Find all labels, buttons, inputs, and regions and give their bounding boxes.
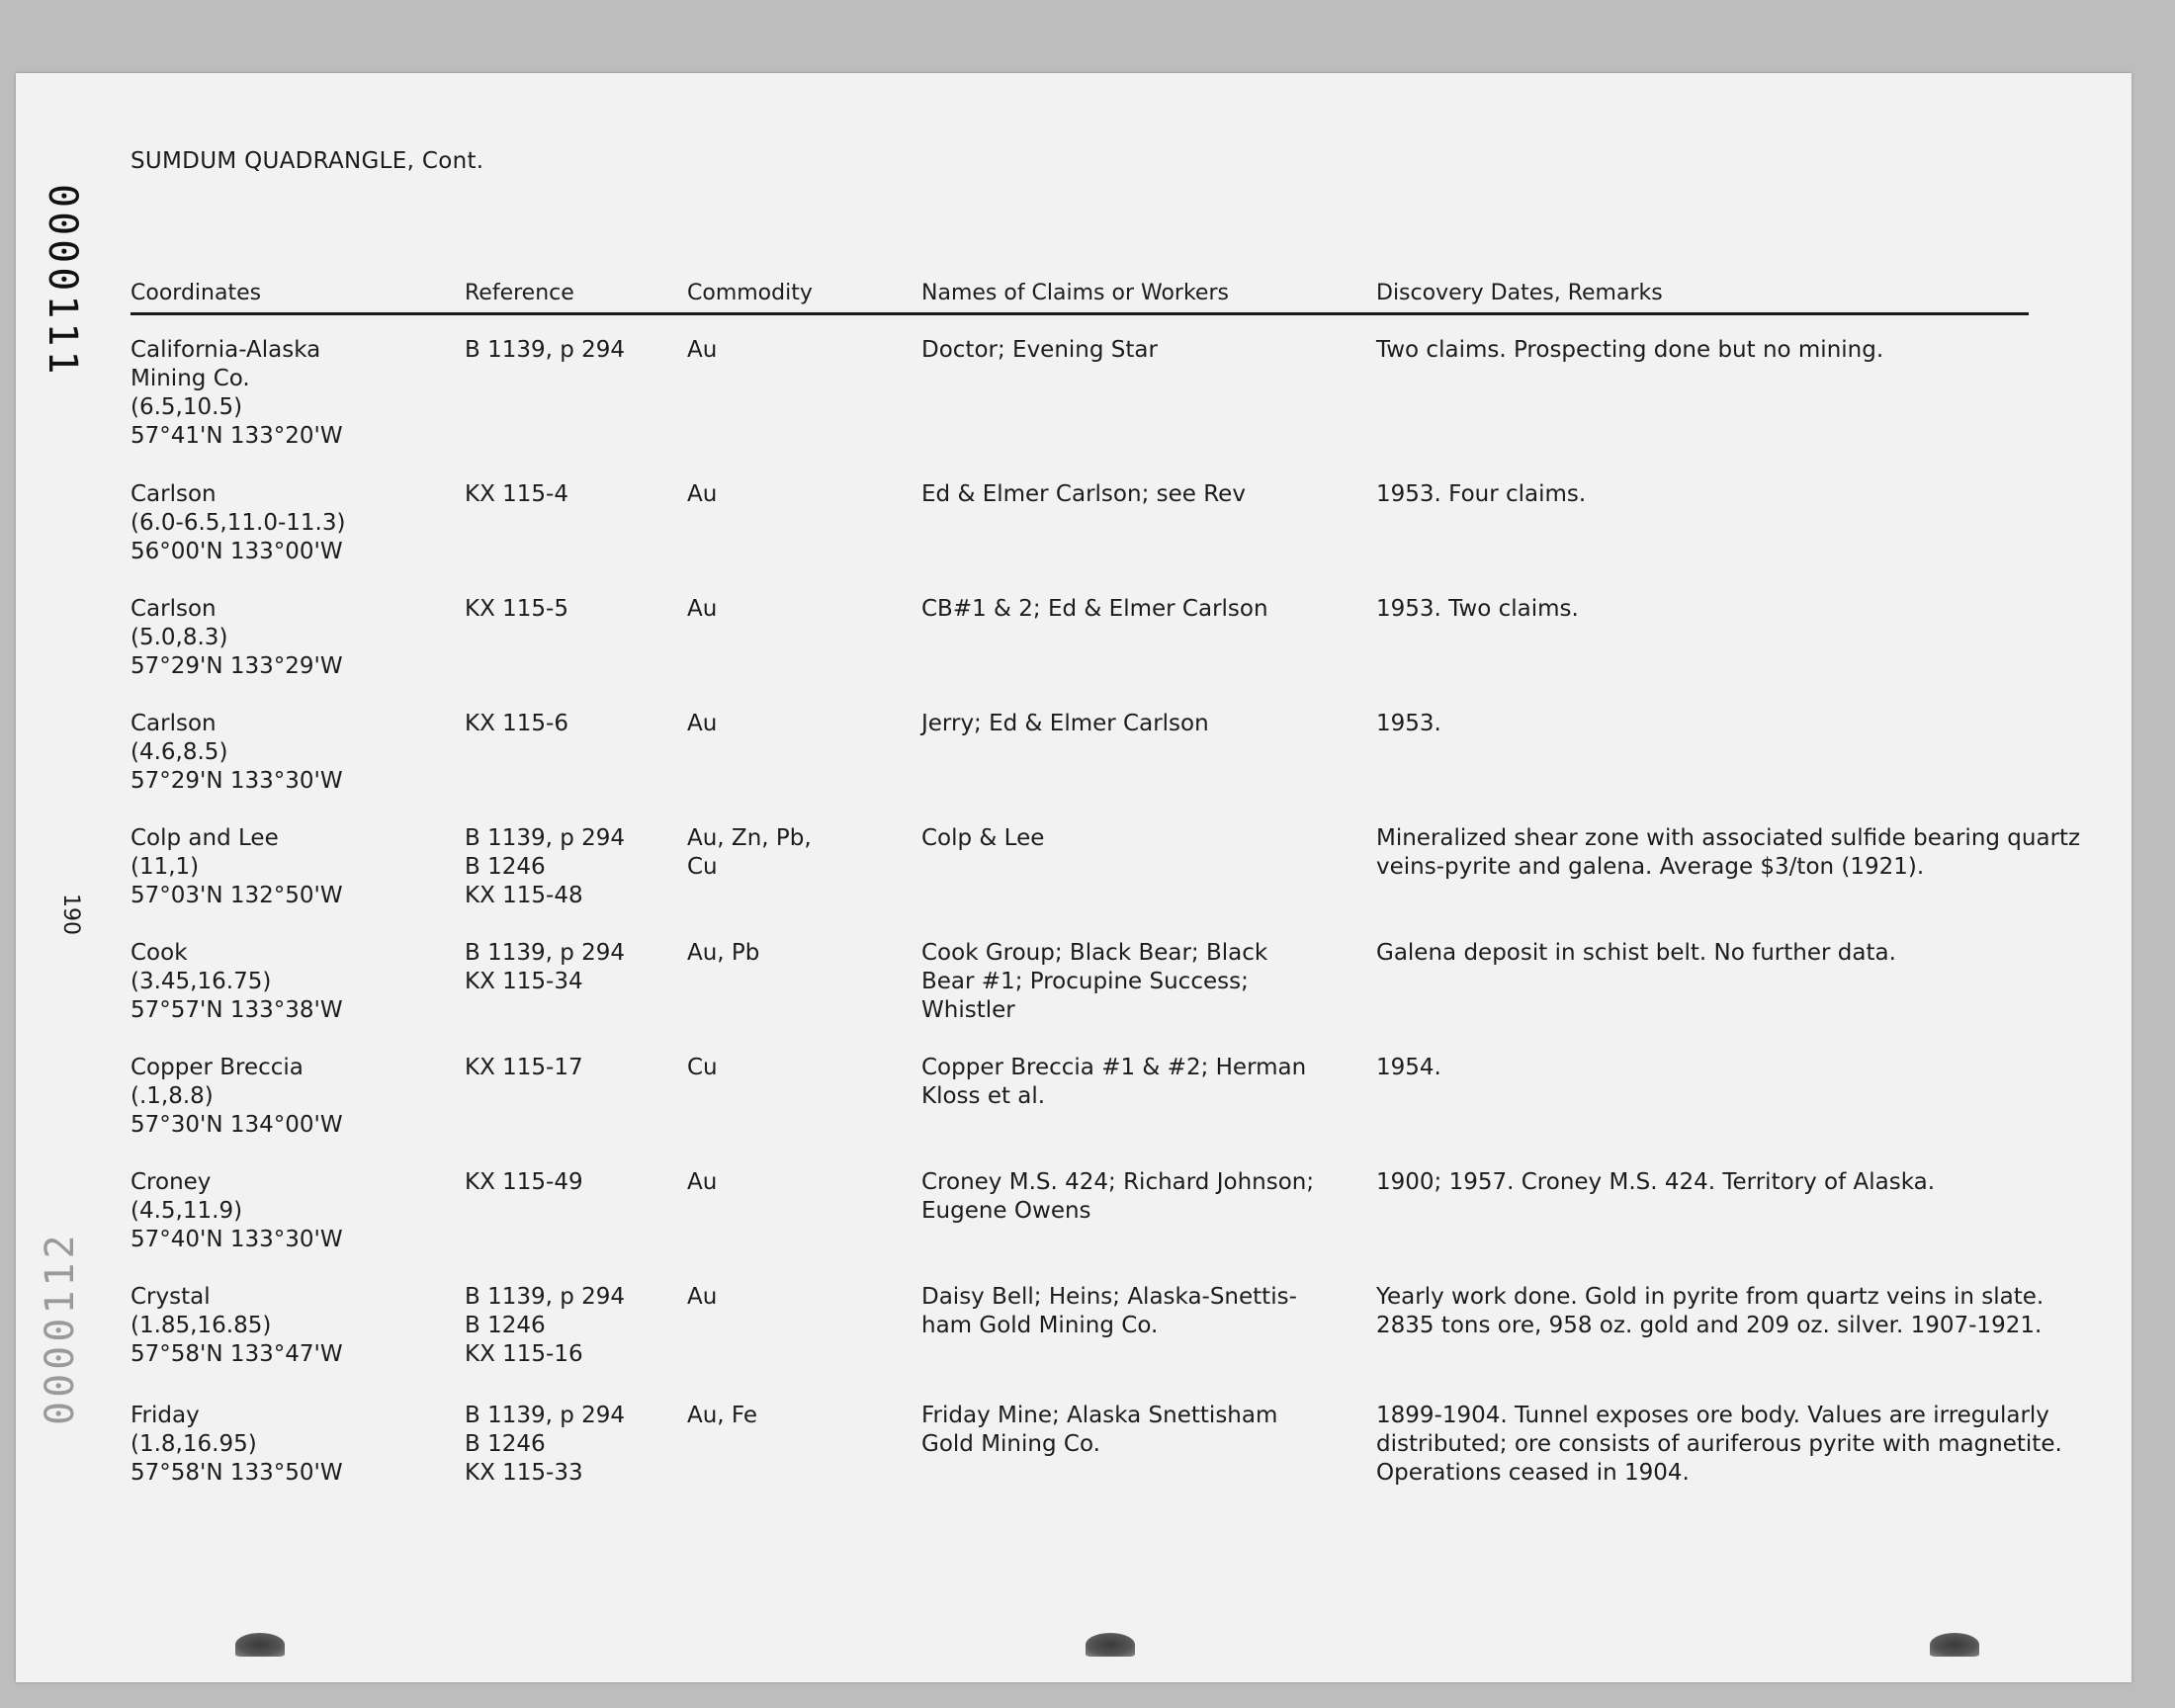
cell-line: B 1246 bbox=[465, 854, 546, 880]
header-coordinates: Coordinates bbox=[130, 281, 262, 305]
cell-line: KX 115-49 bbox=[465, 1169, 583, 1195]
cell-names bbox=[921, 939, 1366, 1025]
cell-line: Crystal bbox=[130, 1284, 211, 1310]
cell-line: Carlson bbox=[130, 711, 217, 736]
cell-line: (1.8,16.95) bbox=[130, 1431, 257, 1457]
cell-line: Carlson bbox=[130, 596, 217, 622]
cell-line: veins-pyrite and galena. Average $3/ton (1921). bbox=[1376, 854, 1925, 880]
cell-line: Gold Mining Co. bbox=[921, 1431, 1100, 1457]
cell-line: Cu bbox=[687, 854, 718, 880]
cell-line: B 1246 bbox=[465, 1313, 546, 1338]
cell-coordinates bbox=[130, 1054, 457, 1140]
cell-reference bbox=[465, 1054, 682, 1082]
cell-line: Au bbox=[687, 337, 718, 363]
cell-line: 1953. Four claims. bbox=[1376, 481, 1587, 507]
cell-line: 2835 tons ore, 958 oz. gold and 209 oz. silver. 1907-1921. bbox=[1376, 1313, 2043, 1338]
cell-reference bbox=[465, 595, 682, 624]
cell-reference bbox=[465, 1168, 682, 1197]
cell-names bbox=[921, 1054, 1366, 1111]
punch-hole-right bbox=[1930, 1633, 1979, 1657]
cell-line: Cook bbox=[130, 940, 188, 966]
header-commodity: Commodity bbox=[687, 281, 813, 305]
cell-line: B 1139, p 294 bbox=[465, 825, 626, 851]
cell-line: (4.6,8.5) bbox=[130, 739, 228, 765]
header-names: Names of Claims or Workers bbox=[921, 281, 1229, 305]
cell-line: (6.5,10.5) bbox=[130, 394, 243, 420]
cell-line: Au bbox=[687, 596, 718, 622]
cell-line: 57°29'N 133°30'W bbox=[130, 768, 343, 794]
cell-names bbox=[921, 336, 1366, 365]
margin-serial-bottom: 0000112 bbox=[38, 1231, 83, 1425]
cell-line: Cook Group; Black Bear; Black bbox=[921, 940, 1268, 966]
cell-line: B 1139, p 294 bbox=[465, 1284, 626, 1310]
cell-remarks bbox=[1376, 1402, 2062, 1488]
cell-line: Doctor; Evening Star bbox=[921, 337, 1158, 363]
cell-line: Au, Zn, Pb, bbox=[687, 825, 812, 851]
cell-commodity bbox=[687, 1402, 914, 1430]
cell-line: Colp and Lee bbox=[130, 825, 279, 851]
cell-coordinates bbox=[130, 824, 457, 910]
cell-names bbox=[921, 710, 1366, 738]
cell-coordinates bbox=[130, 710, 457, 796]
cell-line: Colp & Lee bbox=[921, 825, 1045, 851]
cell-line: B 1246 bbox=[465, 1431, 546, 1457]
cell-line: Au bbox=[687, 1284, 718, 1310]
cell-coordinates bbox=[130, 480, 457, 566]
cell-line: 1954. bbox=[1376, 1055, 1441, 1080]
cell-names bbox=[921, 1168, 1366, 1226]
cell-line: KX 115-4 bbox=[465, 481, 568, 507]
cell-commodity bbox=[687, 595, 914, 624]
cell-line: Friday Mine; Alaska Snettisham bbox=[921, 1403, 1278, 1428]
cell-line: (1.85,16.85) bbox=[130, 1313, 272, 1338]
cell-line: Carlson bbox=[130, 481, 217, 507]
cell-reference bbox=[465, 710, 682, 738]
cell-remarks bbox=[1376, 939, 2039, 968]
cell-remarks bbox=[1376, 595, 2039, 624]
cell-line: 57°30'N 134°00'W bbox=[130, 1112, 343, 1138]
cell-line: 57°03'N 132°50'W bbox=[130, 883, 343, 908]
cell-line: Au bbox=[687, 1169, 718, 1195]
cell-coordinates bbox=[130, 336, 457, 451]
cell-line: B 1139, p 294 bbox=[465, 337, 626, 363]
cell-line: Au, Pb bbox=[687, 940, 760, 966]
cell-line: Galena deposit in schist belt. No further data. bbox=[1376, 940, 1896, 966]
cell-line: Copper Breccia #1 & #2; Herman bbox=[921, 1055, 1307, 1080]
cell-line: Yearly work done. Gold in pyrite from quartz veins in slate. bbox=[1376, 1284, 2044, 1310]
cell-coordinates bbox=[130, 1283, 457, 1369]
cell-line: 1899-1904. Tunnel exposes ore body. Values are irregularly bbox=[1376, 1403, 2049, 1428]
header-remarks: Discovery Dates, Remarks bbox=[1376, 281, 1663, 305]
cell-line: KX 115-48 bbox=[465, 883, 583, 908]
cell-line: Operations ceased in 1904. bbox=[1376, 1460, 1690, 1486]
cell-line: 57°57'N 133°38'W bbox=[130, 997, 343, 1023]
cell-remarks bbox=[1376, 1168, 2039, 1197]
cell-line: 1953. Two claims. bbox=[1376, 596, 1579, 622]
cell-reference bbox=[465, 1402, 682, 1488]
cell-commodity bbox=[687, 939, 914, 968]
cell-line: Mining Co. bbox=[130, 366, 250, 391]
cell-names bbox=[921, 595, 1366, 624]
cell-line: Cu bbox=[687, 1055, 718, 1080]
cell-line: KX 115-17 bbox=[465, 1055, 583, 1080]
cell-line: (11,1) bbox=[130, 854, 200, 880]
cell-remarks bbox=[1376, 336, 2039, 365]
cell-remarks bbox=[1376, 824, 2081, 882]
cell-line: Au bbox=[687, 481, 718, 507]
cell-commodity bbox=[687, 480, 914, 509]
cell-line: Kloss et al. bbox=[921, 1083, 1046, 1109]
cell-coordinates bbox=[130, 939, 457, 1025]
cell-commodity bbox=[687, 336, 914, 365]
cell-names bbox=[921, 1283, 1366, 1340]
cell-coordinates bbox=[130, 1402, 457, 1488]
cell-line: Au, Fe bbox=[687, 1403, 758, 1428]
cell-line: distributed; ore consists of auriferous pyrite with magnetite. bbox=[1376, 1431, 2062, 1457]
cell-coordinates bbox=[130, 595, 457, 681]
cell-reference bbox=[465, 336, 682, 365]
punch-hole-left bbox=[235, 1633, 285, 1657]
cell-line: CB#1 & 2; Ed & Elmer Carlson bbox=[921, 596, 1268, 622]
cell-line: (3.45,16.75) bbox=[130, 969, 272, 994]
cell-line: B 1139, p 294 bbox=[465, 1403, 626, 1428]
cell-line: 57°40'N 133°30'W bbox=[130, 1227, 343, 1252]
cell-commodity bbox=[687, 710, 914, 738]
cell-reference bbox=[465, 939, 682, 996]
cell-line: 1953. bbox=[1376, 711, 1441, 736]
cell-line: Au bbox=[687, 711, 718, 736]
cell-names bbox=[921, 824, 1366, 853]
cell-line: (.1,8.8) bbox=[130, 1083, 214, 1109]
cell-remarks bbox=[1376, 1283, 2044, 1340]
cell-line: 57°58'N 133°47'W bbox=[130, 1341, 343, 1367]
cell-line: Croney M.S. 424; Richard Johnson; bbox=[921, 1169, 1315, 1195]
cell-line: Friday bbox=[130, 1403, 200, 1428]
cell-line: KX 115-33 bbox=[465, 1460, 583, 1486]
cell-line: Jerry; Ed & Elmer Carlson bbox=[921, 711, 1209, 736]
cell-line: B 1139, p 294 bbox=[465, 940, 626, 966]
cell-commodity bbox=[687, 824, 914, 882]
cell-line: (4.5,11.9) bbox=[130, 1198, 243, 1224]
punch-hole-center bbox=[1086, 1633, 1135, 1657]
cell-line: ham Gold Mining Co. bbox=[921, 1313, 1159, 1338]
cell-commodity bbox=[687, 1283, 914, 1312]
cell-line: 56°00'N 133°00'W bbox=[130, 539, 343, 564]
cell-line: Ed & Elmer Carlson; see Rev bbox=[921, 481, 1246, 507]
cell-line: Daisy Bell; Heins; Alaska-Snettis- bbox=[921, 1284, 1297, 1310]
cell-reference bbox=[465, 480, 682, 509]
cell-line: (6.0-6.5,11.0-11.3) bbox=[130, 510, 346, 536]
cell-line: KX 115-34 bbox=[465, 969, 583, 994]
cell-line: KX 115-6 bbox=[465, 711, 568, 736]
cell-commodity bbox=[687, 1054, 914, 1082]
cell-line: (5.0,8.3) bbox=[130, 625, 228, 650]
cell-reference bbox=[465, 1283, 682, 1369]
cell-line: 57°41'N 133°20'W bbox=[130, 423, 343, 449]
header-reference: Reference bbox=[465, 281, 574, 305]
cell-line: Mineralized shear zone with associated sulfide bearing quartz bbox=[1376, 825, 2081, 851]
cell-commodity bbox=[687, 1168, 914, 1197]
page-number: 190 bbox=[58, 894, 83, 935]
cell-names bbox=[921, 1402, 1366, 1459]
cell-line: Whistler bbox=[921, 997, 1015, 1023]
cell-line: Two claims. Prospecting done but no mining. bbox=[1376, 337, 1884, 363]
cell-remarks bbox=[1376, 710, 2039, 738]
cell-line: Croney bbox=[130, 1169, 212, 1195]
cell-line: KX 115-16 bbox=[465, 1341, 583, 1367]
cell-line: KX 115-5 bbox=[465, 596, 568, 622]
page-title: SUMDUM QUADRANGLE, Cont. bbox=[130, 148, 484, 174]
cell-coordinates bbox=[130, 1168, 457, 1254]
cell-line: 57°58'N 133°50'W bbox=[130, 1460, 343, 1486]
cell-remarks bbox=[1376, 480, 2039, 509]
cell-reference bbox=[465, 824, 682, 910]
cell-line: Copper Breccia bbox=[130, 1055, 304, 1080]
cell-line: California-Alaska bbox=[130, 337, 321, 363]
cell-remarks bbox=[1376, 1054, 2039, 1082]
cell-line: Bear #1; Procupine Success; bbox=[921, 969, 1249, 994]
table-header bbox=[130, 277, 2029, 315]
cell-line: 57°29'N 133°29'W bbox=[130, 653, 343, 679]
cell-line: Eugene Owens bbox=[921, 1198, 1091, 1224]
cell-names bbox=[921, 480, 1366, 509]
cell-line: 1900; 1957. Croney M.S. 424. Territory of Alaska. bbox=[1376, 1169, 1936, 1195]
margin-serial-top: 0000111 bbox=[40, 184, 85, 379]
